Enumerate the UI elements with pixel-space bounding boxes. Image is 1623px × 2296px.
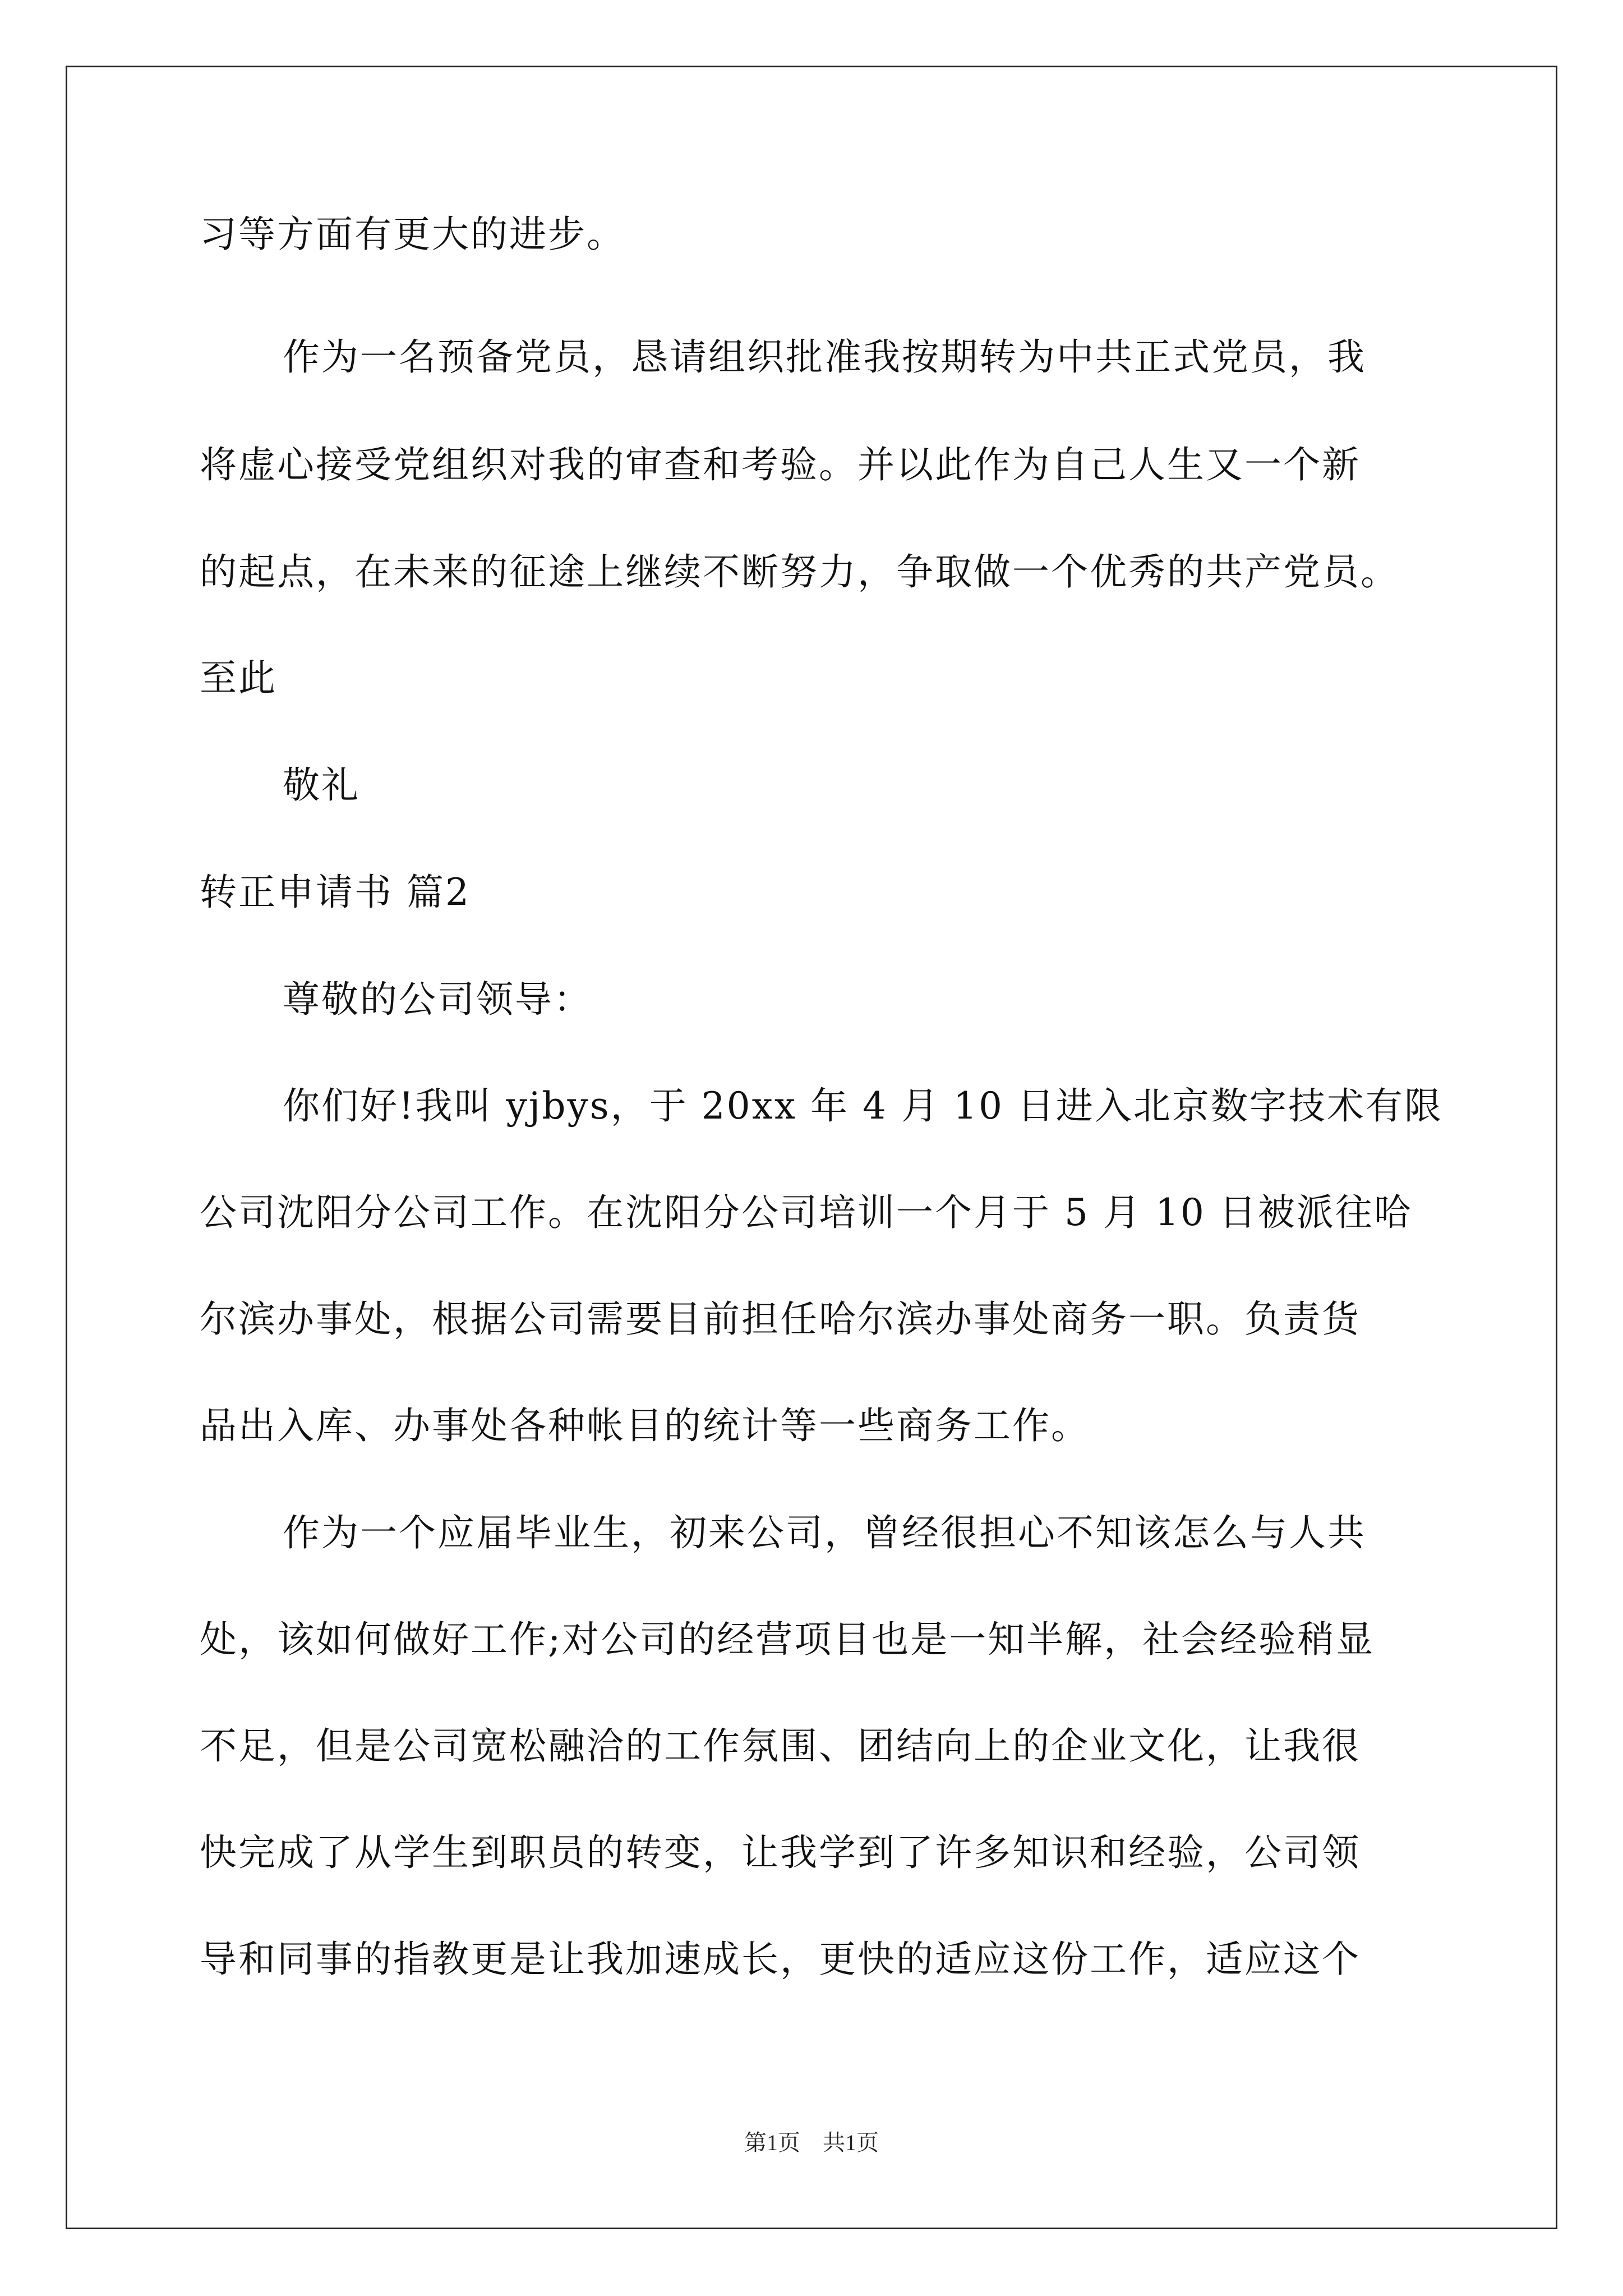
page-footer: 第1页 共1页 <box>744 2130 879 2155</box>
text-line: 不足，但是公司宽松融洽的工作氛围、团结向上的企业文化，让我很 <box>200 1724 1361 1768</box>
text-line: 快完成了从学生到职员的转变，让我学到了许多知识和经验，公司领 <box>200 1831 1361 1874</box>
text-line: 的起点，在未来的征途上继续不断努力，争取做一个优秀的共产党员。 <box>200 550 1399 593</box>
greeting-line: 尊敬的公司领导： <box>283 978 592 1021</box>
paragraph-line: 作为一个应届毕业生，初来公司，曾经很担心不知该怎么与人共 <box>283 1511 1366 1554</box>
section-heading: 转正申请书 篇2 <box>200 871 471 914</box>
salutation-line: 敬礼 <box>283 763 360 807</box>
closing-line: 至此 <box>200 656 277 700</box>
page-border <box>66 66 1557 2229</box>
paragraph-line: 作为一名预备党员，恳请组织批准我按期转为中共正式党员，我 <box>283 335 1366 379</box>
text-line: 处，该如何做好工作;对公司的经营项目也是一知半解，社会经验稍显 <box>200 1618 1375 1661</box>
text-line: 导和同事的指教更是让我加速成长，更快的适应这份工作，适应这个 <box>200 1938 1361 1981</box>
text-line: 将虚心接受党组织对我的审查和考验。并以此作为自己人生又一个新 <box>200 443 1361 486</box>
text-line: 公司沈阳分公司工作。在沈阳分公司培训一个月于 5 月 10 日被派往哈 <box>200 1191 1413 1234</box>
text-line: 品出入库、办事处各种帐目的统计等一些商务工作。 <box>200 1404 1090 1447</box>
text-line: 习等方面有更大的进步。 <box>200 213 625 256</box>
text-line: 尔滨办事处，根据公司需要目前担任哈尔滨办事处商务一职。负责货 <box>200 1297 1361 1341</box>
paragraph-line: 你们好!我叫 yjbys，于 20xx 年 4 月 10 日进入北京数字技术有限 <box>283 1084 1443 1128</box>
